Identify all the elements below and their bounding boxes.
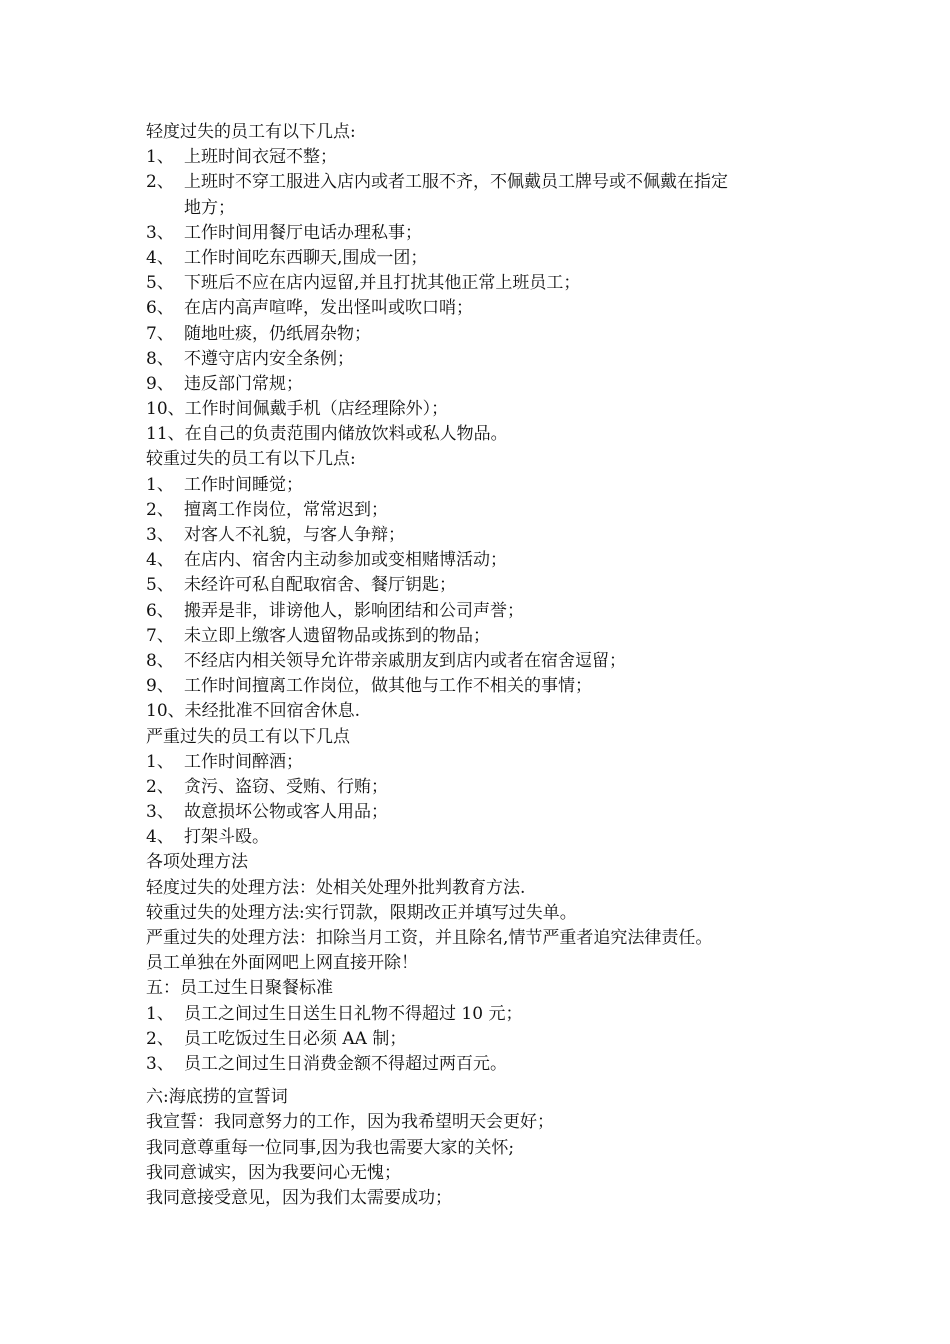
item-number: 9、 bbox=[146, 676, 174, 697]
list-item bbox=[146, 145, 826, 170]
item-number: 10、 bbox=[146, 399, 185, 420]
list-item bbox=[146, 221, 826, 246]
item-number: 3、 bbox=[146, 1053, 174, 1074]
item-text: 擅离工作岗位，常常迟到； bbox=[184, 499, 388, 520]
list-item bbox=[146, 372, 826, 397]
item-text: 贪污、盗窃、受贿、行贿； bbox=[184, 776, 388, 797]
item-text: 工作时间吃东西聊天,围成一团； bbox=[184, 247, 428, 268]
item-number: 1、 bbox=[146, 751, 174, 772]
item-text: 在店内、宿舍内主动参加或变相赌博活动； bbox=[184, 550, 507, 571]
item-number: 3、 bbox=[146, 802, 174, 823]
list-item bbox=[146, 624, 826, 649]
item-number: 4、 bbox=[146, 827, 174, 848]
list-item bbox=[146, 422, 826, 447]
item-number: 6、 bbox=[146, 298, 174, 319]
item-text: 地方； bbox=[184, 197, 235, 218]
list-item bbox=[146, 523, 826, 548]
item-number: 7、 bbox=[146, 323, 174, 344]
oath-line: 我同意尊重每一位同事,因为我也需要大家的关怀; bbox=[146, 1137, 515, 1158]
oath-heading: 六:海底捞的宣誓词 bbox=[146, 1087, 288, 1108]
item-number: 5、 bbox=[146, 273, 174, 294]
item-number: 8、 bbox=[146, 650, 174, 671]
spacer bbox=[146, 1077, 826, 1085]
methods-heading: 各项处理方法 bbox=[146, 852, 248, 873]
item-number: 5、 bbox=[146, 575, 174, 596]
item-number: 2、 bbox=[146, 776, 174, 797]
list-item bbox=[146, 397, 826, 422]
list-item bbox=[146, 750, 826, 775]
item-number: 3、 bbox=[146, 525, 174, 545]
item-number: 2、 bbox=[146, 172, 174, 193]
list-item bbox=[146, 246, 826, 271]
item-number: 1、 bbox=[146, 474, 174, 495]
item-text: 未经批准不回宿舍休息. bbox=[184, 701, 361, 722]
birthday-heading: 五：员工过生日聚餐标准 bbox=[146, 978, 333, 999]
item-number: 2、 bbox=[146, 1028, 174, 1049]
item-text: 打架斗殴。 bbox=[184, 827, 269, 848]
item-text: 上班时间衣冠不整； bbox=[184, 147, 337, 168]
list-item bbox=[146, 271, 826, 296]
item-number: 4、 bbox=[146, 247, 174, 268]
method-line: 较重过失的处理方法:实行罚款，限期改正并填写过失单。 bbox=[146, 902, 577, 923]
item-text: 员工之间过生日送生日礼物不得超过 10 元； bbox=[184, 1003, 523, 1024]
list-item bbox=[146, 548, 826, 573]
item-text: 下班后不应在店内逗留,并且打扰其他正常上班员工； bbox=[184, 273, 581, 294]
list-item bbox=[146, 573, 826, 598]
section-heading: 较重过失的员工有以下几点: bbox=[146, 449, 356, 470]
item-number: 1、 bbox=[146, 1003, 174, 1024]
oath-line: 我宣誓：我同意努力的工作，因为我希望明天会更好； bbox=[146, 1112, 554, 1133]
section-heading: 严重过失的员工有以下几点 bbox=[146, 726, 350, 747]
list-item bbox=[146, 649, 826, 674]
method-line: 轻度过失的处理方法：处相关处理外批判教育方法. bbox=[146, 877, 526, 898]
list-item bbox=[146, 473, 826, 498]
item-number: 11、 bbox=[146, 424, 185, 445]
item-text: 员工吃饭过生日必须 AA 制； bbox=[184, 1028, 407, 1049]
section-heading: 轻度过失的员工有以下几点: bbox=[146, 122, 356, 142]
list-item bbox=[146, 170, 826, 195]
list-item bbox=[146, 322, 826, 347]
method-line: 严重过失的处理方法：扣除当月工资，并且除名,情节严重者追究法律责任。 bbox=[146, 928, 713, 948]
item-text: 不经店内相关领导允许带亲戚朋友到店内或者在宿舍逗留； bbox=[184, 650, 626, 671]
list-item bbox=[146, 825, 826, 850]
item-text: 对客人不礼貌，与客人争辩； bbox=[184, 525, 405, 545]
document-body bbox=[146, 120, 826, 1211]
item-number: 2、 bbox=[146, 499, 174, 520]
item-text: 工作时间用餐厅电话办理私事； bbox=[184, 222, 422, 243]
item-number: 9、 bbox=[146, 373, 174, 394]
list-item bbox=[146, 347, 826, 372]
list-item bbox=[146, 800, 826, 825]
item-text: 在自己的负责范围内储放饮料或私人物品。 bbox=[184, 424, 508, 445]
list-item bbox=[146, 296, 826, 321]
item-text: 工作时间佩戴手机（店经理除外）； bbox=[184, 399, 449, 420]
method-line: 员工单独在外面网吧上网直接开除！ bbox=[146, 953, 418, 974]
item-text: 违反部门常规； bbox=[184, 373, 303, 394]
item-number: 4、 bbox=[146, 550, 174, 571]
list-item bbox=[146, 1002, 826, 1027]
item-text: 故意损坏公物或客人用品； bbox=[184, 802, 388, 823]
item-text: 上班时不穿工服进入店内或者工服不齐，不佩戴员工牌号或不佩戴在指定 bbox=[184, 172, 728, 193]
list-item bbox=[146, 699, 826, 724]
list-item bbox=[146, 674, 826, 699]
list-item bbox=[146, 1052, 826, 1077]
item-number: 1、 bbox=[146, 147, 174, 168]
oath-line: 我同意诚实，因为我要问心无愧； bbox=[146, 1162, 401, 1183]
item-text: 不遵守店内安全条例； bbox=[184, 348, 354, 369]
item-number: 7、 bbox=[146, 625, 174, 646]
item-number: 3、 bbox=[146, 222, 174, 243]
list-item bbox=[146, 775, 826, 800]
item-text: 工作时间醉酒； bbox=[184, 751, 303, 772]
item-text: 工作时间擅离工作岗位，做其他与工作不相关的事情； bbox=[184, 676, 592, 697]
list-item bbox=[146, 196, 826, 221]
list-item bbox=[146, 599, 826, 624]
item-text: 搬弄是非，诽谤他人，影响团结和公司声誉； bbox=[184, 600, 524, 621]
item-text: 员工之间过生日消费金额不得超过两百元。 bbox=[184, 1053, 507, 1074]
list-item bbox=[146, 498, 826, 523]
item-number: 10、 bbox=[146, 701, 185, 722]
oath-line: 我同意接受意见，因为我们太需要成功； bbox=[146, 1187, 452, 1208]
item-text: 在店内高声喧哗，发出怪叫或吹口哨； bbox=[184, 298, 473, 319]
item-text: 工作时间睡觉； bbox=[184, 474, 303, 495]
item-number: 6、 bbox=[146, 600, 174, 621]
item-number: 8、 bbox=[146, 348, 174, 369]
list-item bbox=[146, 1027, 826, 1052]
item-text: 未经许可私自配取宿舍、餐厅钥匙； bbox=[184, 575, 456, 596]
item-text: 未立即上缴客人遗留物品或拣到的物品； bbox=[184, 625, 490, 646]
item-text: 随地吐痰，仍纸屑杂物； bbox=[184, 323, 371, 344]
